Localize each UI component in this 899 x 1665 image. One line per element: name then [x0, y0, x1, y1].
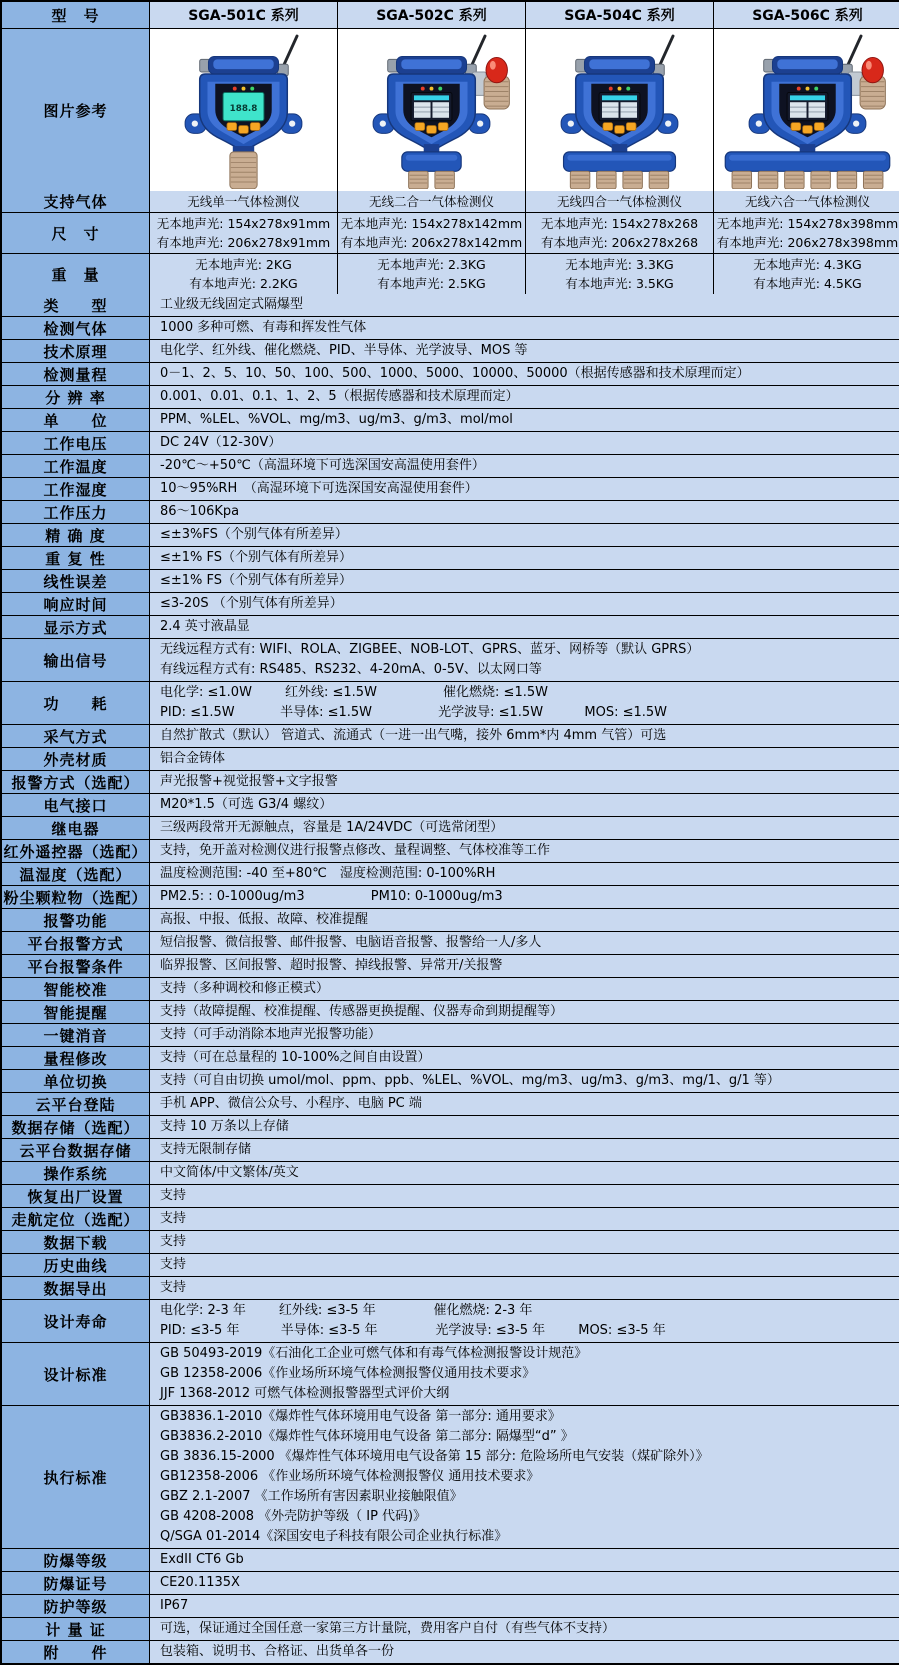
- spec-row: [2, 362, 897, 385]
- row-label: 检测气体: [2, 317, 149, 339]
- spec-row: [2, 1046, 897, 1069]
- spec-value-line: 无线远程方式有: WIFI、ROLA、ZIGBEE、NOB-LOT、GPRS、蓝牙、网桥等（默认 GPRS）: [160, 642, 700, 657]
- spec-row: [2, 1115, 897, 1138]
- spec-row: [2, 1342, 897, 1405]
- comparison-cell-line: 有本地声光: 2.2KG: [189, 276, 298, 291]
- comparison-cell-line: 有本地声光: 206x278x398mm: [716, 235, 899, 250]
- spec-value-line: 0.001、0.01、0.1、1、2、5（根据传感器和技术原理而定）: [160, 389, 519, 404]
- spec-value-line: PPM、%LEL、%VOL、mg/m3、ug/m3、g/m3、mol/mol: [160, 412, 513, 427]
- spec-value-line: 支持: [160, 1211, 187, 1226]
- spec-value: [149, 682, 899, 724]
- spec-row: [2, 1230, 897, 1253]
- header-model-sga-504c: SGA-504C 系列: [525, 2, 713, 28]
- spec-value: [149, 886, 899, 908]
- spec-value: [149, 1406, 899, 1548]
- spec-value-line: GB3836.1-2010《爆炸性气体环境用电气设备 第一部分: 通用要求》: [160, 1409, 561, 1424]
- spec-value-line: GBZ 2.1-2007 《工作场所有害因素职业接触限值》: [160, 1489, 463, 1504]
- comparison-cell-line: 无线四合一气体检测仪: [556, 194, 682, 209]
- spec-value: [149, 501, 899, 523]
- spec-value-line: 支持: [160, 1234, 187, 1249]
- spec-value: [149, 547, 899, 569]
- gas-detector-image: [525, 29, 713, 191]
- spec-value-line: 支持，免开盖对检测仪进行报警点修改、量程调整、气体校准等工作: [160, 843, 551, 858]
- spec-row: [2, 477, 897, 500]
- comparison-row: [2, 253, 897, 294]
- spec-value: [149, 1162, 899, 1184]
- row-label: 功 耗: [2, 682, 149, 724]
- spec-row: [2, 1617, 897, 1640]
- row-label: 单位切换: [2, 1070, 149, 1092]
- comparison-row: [2, 191, 897, 212]
- row-label: 电气接口: [2, 794, 149, 816]
- row-label: 恢复出厂设置: [2, 1185, 149, 1207]
- spec-value: [149, 294, 899, 316]
- spec-row: [2, 1184, 897, 1207]
- spec-value: [149, 794, 899, 816]
- spec-value: [149, 386, 899, 408]
- spec-value: [149, 616, 899, 638]
- spec-row: [2, 1253, 897, 1276]
- spec-row: [2, 385, 897, 408]
- row-label: 平台报警方式: [2, 932, 149, 954]
- row-label: 精 确 度: [2, 524, 149, 546]
- comparison-cell-line: 无本地声光: 2.3KG: [377, 257, 486, 272]
- spec-value-line: 支持: [160, 1257, 187, 1272]
- spec-row: [2, 1161, 897, 1184]
- spec-value-line: PID: ≤3-5 年 半导体: ≤3-5 年 光学波导: ≤3-5 年 MOS: ≤3-5 年: [160, 1323, 666, 1338]
- row-label: 工作湿度: [2, 478, 149, 500]
- spec-value: [149, 1277, 899, 1299]
- spec-value-line: 三级两段常开无源触点，容量是 1A/24VDC（可选常闭型）: [160, 820, 504, 835]
- row-label: 智能提醒: [2, 1001, 149, 1023]
- spec-row: [2, 724, 897, 747]
- row-label: 数据存储（选配）: [2, 1116, 149, 1138]
- spec-value: [149, 432, 899, 454]
- comparison-cell-line: 无本地声光: 154x278x142mm: [340, 216, 523, 231]
- comparison-cell-line: 无本地声光: 154x278x268: [540, 216, 699, 231]
- svg-text:188.8: 188.8: [229, 103, 258, 114]
- spec-value: [149, 639, 899, 681]
- spec-row: [2, 816, 897, 839]
- spec-row: [2, 638, 897, 681]
- spec-value: [149, 1185, 899, 1207]
- row-label: 工作温度: [2, 455, 149, 477]
- row-label: 云平台登陆: [2, 1093, 149, 1115]
- image-reference-row: [2, 28, 897, 191]
- spec-value: [149, 1116, 899, 1138]
- spec-value-line: 可选，保证通过全国任意一家第三方计量院，费用客户自付（有些气体不支持）: [160, 1621, 616, 1636]
- spec-value-line: 临界报警、区间报警、超时报警、掉线报警、异常开/关报警: [160, 958, 503, 973]
- spec-row: [2, 977, 897, 1000]
- spec-value: [149, 409, 899, 431]
- spec-value: [149, 955, 899, 977]
- comparison-rows: [2, 191, 897, 294]
- row-label: 类 型: [2, 294, 149, 316]
- spec-row: [2, 1092, 897, 1115]
- gas-detector-image: [337, 29, 525, 191]
- row-label: 报警功能: [2, 909, 149, 931]
- spec-row: [2, 1023, 897, 1046]
- row-label: 附 件: [2, 1641, 149, 1663]
- spec-row: [2, 1138, 897, 1161]
- row-label: 平台报警条件: [2, 955, 149, 977]
- comparison-cell: [337, 254, 525, 294]
- row-label: 采气方式: [2, 725, 149, 747]
- gas-detector-image: [713, 29, 899, 191]
- spec-value: [149, 1001, 899, 1023]
- spec-value-line: 有线远程方式有: RS485、RS232、4-20mA、0-5V、以太网口等: [160, 662, 542, 677]
- comparison-cell-line: 无线六合一气体检测仪: [744, 194, 870, 209]
- spec-value-line: 支持（故障提醒、校准提醒、传感器更换提醒、仪器寿命到期提醒等）: [160, 1004, 564, 1019]
- spec-row: [2, 569, 897, 592]
- spec-value-line: GB 50493-2019《石油化工企业可燃气体和有毒气体检测报警设计规范》: [160, 1346, 588, 1361]
- spec-value: [149, 863, 899, 885]
- spec-value-line: ≤±1% FS（个别气体有所差异）: [160, 573, 353, 588]
- row-label: 温湿度（选配）: [2, 863, 149, 885]
- spec-row: [2, 747, 897, 770]
- spec-row: [2, 1276, 897, 1299]
- spec-value-line: 支持: [160, 1280, 187, 1295]
- row-label: 工作电压: [2, 432, 149, 454]
- row-label: 操作系统: [2, 1162, 149, 1184]
- spec-value: [149, 1549, 899, 1571]
- spec-row: [2, 1000, 897, 1023]
- spec-value-line: ≤3-20S （个别气体有所差异）: [160, 596, 343, 611]
- spec-value-line: GB 3836.15-2000 《爆炸性气体环境用电气设备第 15 部分: 危险场所电气安装（煤矿除外）》: [160, 1449, 709, 1464]
- row-label: 数据导出: [2, 1277, 149, 1299]
- spec-row: [2, 294, 897, 316]
- spec-row: [2, 592, 897, 615]
- header-model-sga-501c: SGA-501C 系列: [149, 2, 337, 28]
- spec-value: [149, 840, 899, 862]
- spec-value-line: 中文简体/中文繁体/英文: [160, 1165, 299, 1180]
- comparison-cell-line: 有本地声光: 3.5KG: [565, 276, 674, 291]
- spec-value: [149, 817, 899, 839]
- comparison-cell-line: 无本地声光: 3.3KG: [565, 257, 674, 272]
- row-label: 外壳材质: [2, 748, 149, 770]
- row-label: 线性误差: [2, 570, 149, 592]
- spec-value: [149, 771, 899, 793]
- spec-row: [2, 339, 897, 362]
- comparison-row: [2, 212, 897, 253]
- comparison-cell-line: 有本地声光: 206x278x268: [540, 235, 699, 250]
- spec-value: [149, 570, 899, 592]
- spec-value-line: 短信报警、微信报警、邮件报警、电脑语音报警、报警给一人/多人: [160, 935, 542, 950]
- comparison-cell-line: 无本地声光: 2KG: [195, 257, 292, 272]
- spec-value: [149, 455, 899, 477]
- spec-value-line: 支持（可在总量程的 10-100%之间自由设置）: [160, 1050, 431, 1065]
- spec-value-line: 86～106Kpa: [160, 504, 240, 519]
- spec-value-line: 手机 APP、微信公众号、小程序、电脑 PC 端: [160, 1096, 422, 1111]
- spec-value-line: ≤±3%FS（个别气体有所差异）: [160, 527, 348, 542]
- row-label: 量程修改: [2, 1047, 149, 1069]
- spec-value: [149, 932, 899, 954]
- spec-row: [2, 931, 897, 954]
- gas-detector-image: [149, 29, 337, 191]
- header-model-sga-502c: SGA-502C 系列: [337, 2, 525, 28]
- spec-value: [149, 748, 899, 770]
- spec-row: [2, 793, 897, 816]
- row-label: 设计寿命: [2, 1300, 149, 1342]
- row-label: 工作压力: [2, 501, 149, 523]
- row-label: 云平台数据存储: [2, 1139, 149, 1161]
- spec-value-line: 包装箱、说明书、合格证、出货单各一份: [160, 1644, 395, 1659]
- spec-row: [2, 1548, 897, 1571]
- comparison-cell-line: 无线单一气体检测仪: [187, 194, 300, 209]
- comparison-cell-line: 有本地声光: 2.5KG: [377, 276, 486, 291]
- comparison-cell-line: 无本地声光: 154x278x398mm: [716, 216, 899, 231]
- row-label: 设计标准: [2, 1343, 149, 1405]
- comparison-cell-line: 有本地声光: 206x278x91mm: [156, 235, 331, 250]
- spec-row: [2, 431, 897, 454]
- comparison-cell: [149, 254, 337, 294]
- row-label: 重 复 性: [2, 547, 149, 569]
- spec-row: [2, 615, 897, 638]
- spec-row: [2, 523, 897, 546]
- spec-value-line: 工业级无线固定式隔爆型: [160, 297, 304, 312]
- comparison-cell-line: 无本地声光: 154x278x91mm: [156, 216, 331, 231]
- spec-value: [149, 1618, 899, 1640]
- comparison-cell-line: 有本地声光: 4.5KG: [753, 276, 862, 291]
- spec-value-line: 铝合金铸体: [160, 751, 226, 766]
- spec-value: [149, 1070, 899, 1092]
- spec-row: [2, 1571, 897, 1594]
- comparison-cell: [525, 213, 713, 253]
- row-label: 报警方式（选配）: [2, 771, 149, 793]
- comparison-cell: [149, 191, 337, 212]
- spec-value: [149, 1047, 899, 1069]
- spec-value: [149, 1024, 899, 1046]
- spec-value-line: Q/SGA 01-2014《深国安电子科技有限公司企业执行标准》: [160, 1529, 508, 1544]
- spec-value-line: 电化学: 2-3 年 红外线: ≤3-5 年 催化燃烧: 2-3 年: [160, 1303, 533, 1318]
- spec-value: [149, 1595, 899, 1617]
- spec-row: [2, 1594, 897, 1617]
- spec-row: [2, 1207, 897, 1230]
- comparison-cell: [525, 191, 713, 212]
- row-label: 执行标准: [2, 1406, 149, 1548]
- row-label: 红外遥控器（选配）: [2, 840, 149, 862]
- spec-value: [149, 363, 899, 385]
- spec-value: [149, 1641, 899, 1663]
- row-label: 支持气体: [2, 191, 149, 212]
- spec-rows: [2, 294, 897, 1663]
- spec-value-line: ExdII CT6 Gb: [160, 1552, 244, 1567]
- row-label: 显示方式: [2, 616, 149, 638]
- row-label: 防爆等级: [2, 1549, 149, 1571]
- spec-value-line: 0－1、2、5、10、50、100、500、1000、5000、10000、50000（根据传感器和技术原理而定）: [160, 366, 750, 381]
- spec-row: [2, 681, 897, 724]
- spec-row: [2, 316, 897, 339]
- spec-value-line: 10～95%RH （高湿环境下可选深国安高湿使用套件）: [160, 481, 478, 496]
- spec-row: [2, 546, 897, 569]
- spec-value-line: PID: ≤1.5W 半导体: ≤1.5W 光学波导: ≤1.5W MOS: ≤1.5W: [160, 705, 668, 720]
- spec-value: [149, 725, 899, 747]
- spec-value-line: 支持（多种调校和修正模式）: [160, 981, 330, 996]
- spec-value-line: JJF 1368-2012 可燃气体检测报警器型式评价大纲: [160, 1386, 450, 1401]
- comparison-cell: [713, 213, 899, 253]
- row-label: 防爆证号: [2, 1572, 149, 1594]
- spec-row: [2, 908, 897, 931]
- spec-value: [149, 1343, 899, 1405]
- spec-value-line: 支持（可自由切换 umol/mol、ppm、ppb、%LEL、%VOL、mg/m3、ug/m3、g/m3、mg/1、g/1 等）: [160, 1073, 780, 1088]
- spec-value-line: 自然扩散式（默认） 管道式、流通式（一进一出气嘴，接外 6mm*内 4mm 气管）可选: [160, 728, 667, 743]
- spec-value-line: 1000 多种可燃、有毒和挥发性气体: [160, 320, 367, 335]
- spec-value-line: GB 12358-2006《作业场所环境气体检测报警仪通用技术要求》: [160, 1366, 536, 1381]
- row-label: 走航定位（选配）: [2, 1208, 149, 1230]
- row-label: 技术原理: [2, 340, 149, 362]
- spec-row: [2, 954, 897, 977]
- row-label: 输出信号: [2, 639, 149, 681]
- spec-value: [149, 1208, 899, 1230]
- row-label: 粉尘颗粒物（选配）: [2, 886, 149, 908]
- comparison-cell: [337, 191, 525, 212]
- spec-value: [149, 1093, 899, 1115]
- spec-row: [2, 885, 897, 908]
- spec-value-line: CE20.1135X: [160, 1575, 240, 1590]
- row-label: 分 辨 率: [2, 386, 149, 408]
- spec-value: [149, 1231, 899, 1253]
- spec-value-line: ≤±1% FS（个别气体有所差异）: [160, 550, 353, 565]
- spec-value-line: GB 4208-2008 《外壳防护等级（ IP 代码)》: [160, 1509, 427, 1524]
- spec-value: [149, 978, 899, 1000]
- row-label: 计 量 证: [2, 1618, 149, 1640]
- spec-value: [149, 317, 899, 339]
- spec-value: [149, 478, 899, 500]
- row-label: 一键消音: [2, 1024, 149, 1046]
- spec-value-line: PM2.5: : 0-1000ug/m3 PM10: 0-1000ug/m3: [160, 889, 503, 904]
- spec-value-line: GB3836.2-2010《爆炸性气体环境用电气设备 第二部分: 隔爆型“d” 》: [160, 1429, 574, 1444]
- comparison-cell-line: 无线二合一气体检测仪: [368, 194, 494, 209]
- spec-value-line: DC 24V（12-30V）: [160, 435, 282, 450]
- spec-value: [149, 1139, 899, 1161]
- row-label: 响应时间: [2, 593, 149, 615]
- comparison-cell-line: 无本地声光: 4.3KG: [753, 257, 862, 272]
- row-label: 继电器: [2, 817, 149, 839]
- row-label: 防护等级: [2, 1595, 149, 1617]
- spec-value-line: 支持: [160, 1188, 187, 1203]
- row-label: 尺 寸: [2, 213, 149, 253]
- spec-value-line: 支持无限制存储: [160, 1142, 252, 1157]
- header-model-label: 型 号: [2, 2, 149, 28]
- table-header-row: [2, 2, 897, 28]
- spec-row: [2, 1299, 897, 1342]
- spec-value: [149, 909, 899, 931]
- spec-value: [149, 340, 899, 362]
- spec-value: [149, 1254, 899, 1276]
- spec-value-line: 支持（可手动消除本地声光报警功能）: [160, 1027, 382, 1042]
- spec-value-line: 电化学: ≤1.0W 红外线: ≤1.5W 催化燃烧: ≤1.5W: [160, 685, 548, 700]
- spec-value-line: 电化学、红外线、催化燃烧、PID、半导体、光学波导、MOS 等: [160, 343, 528, 358]
- spec-row: [2, 1069, 897, 1092]
- row-label: 智能校准: [2, 978, 149, 1000]
- spec-value: [149, 524, 899, 546]
- spec-value-line: GB12358-2006 《作业场所环境气体检测报警仪 通用技术要求》: [160, 1469, 540, 1484]
- spec-value-line: 声光报警+视觉报警+文字报警: [160, 774, 338, 789]
- spec-value-line: IP67: [160, 1598, 189, 1613]
- row-label: 历史曲线: [2, 1254, 149, 1276]
- spec-value-line: 2.4 英寸液晶显: [160, 619, 250, 634]
- comparison-cell: [525, 254, 713, 294]
- comparison-cell: [149, 213, 337, 253]
- spec-row: [2, 770, 897, 793]
- comparison-cell-line: 有本地声光: 206x278x142mm: [340, 235, 523, 250]
- spec-value: [149, 1300, 899, 1342]
- spec-value-line: M20*1.5（可选 G3/4 螺纹）: [160, 797, 333, 812]
- spec-row: [2, 839, 897, 862]
- spec-value: [149, 1572, 899, 1594]
- comparison-cell: [713, 191, 899, 212]
- comparison-cell: [713, 254, 899, 294]
- spec-value-line: 温度检测范围: -40 至+80℃ 湿度检测范围: 0-100%RH: [160, 866, 496, 881]
- spec-row: [2, 454, 897, 477]
- row-label: 数据下载: [2, 1231, 149, 1253]
- spec-row: [2, 1405, 897, 1548]
- comparison-cell: [337, 213, 525, 253]
- row-label: 单 位: [2, 409, 149, 431]
- row-label: 重 量: [2, 254, 149, 294]
- spec-row: [2, 1640, 897, 1663]
- spec-value-line: 高报、中报、低报、故障、校准提醒: [160, 912, 369, 927]
- spec-row: [2, 408, 897, 431]
- spec-value: [149, 593, 899, 615]
- spec-value-line: -20℃～+50℃（高温环境下可选深国安高温使用套件）: [160, 458, 485, 473]
- row-label: 检测量程: [2, 363, 149, 385]
- spec-row: [2, 862, 897, 885]
- image-row-label: 图片参考: [2, 29, 149, 191]
- spec-row: [2, 500, 897, 523]
- spec-value-line: 支持 10 万条以上存储: [160, 1119, 289, 1134]
- header-model-sga-506c: SGA-506C 系列: [713, 2, 899, 28]
